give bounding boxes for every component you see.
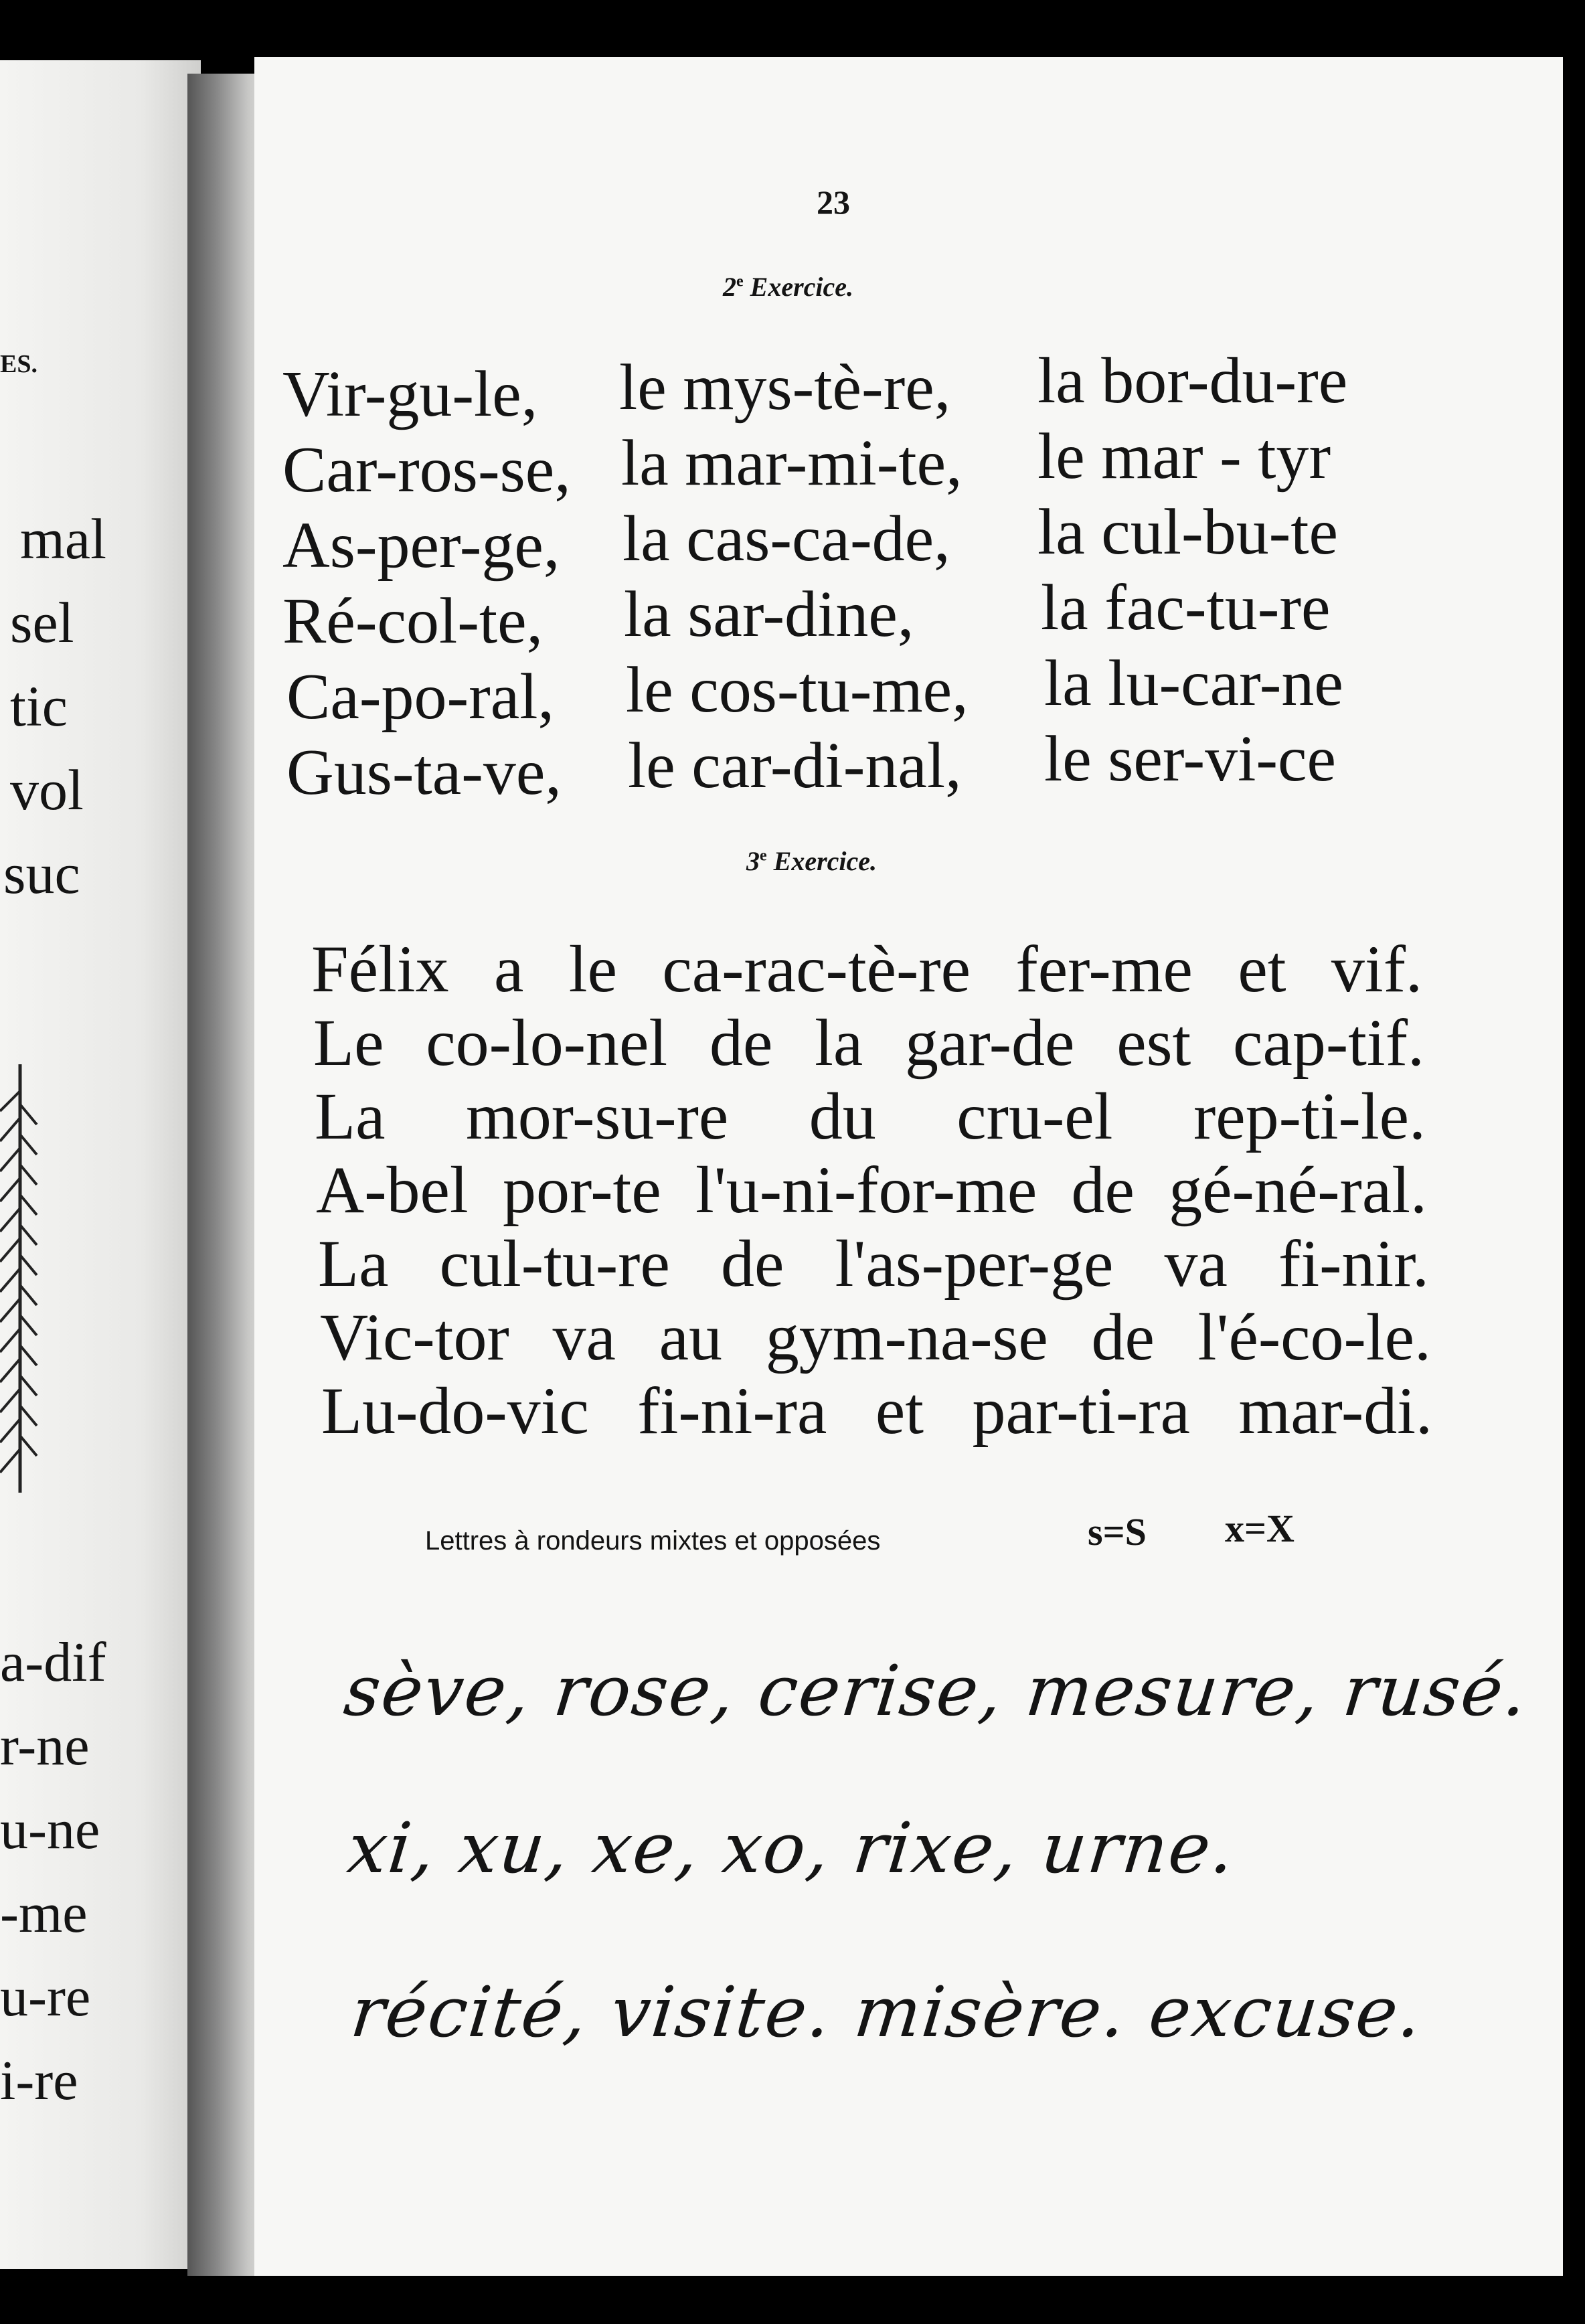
left-page [0, 60, 201, 2269]
right-page [254, 57, 1563, 2276]
exercise2-ordinal-suffix: e [736, 272, 744, 290]
word-cell: la bor-du-re [1037, 345, 1348, 417]
page-number: 23 [817, 183, 850, 221]
left-fragment: r-ne [0, 1715, 90, 1777]
word-cell: Car-ros-se, [282, 434, 571, 506]
fern-illustration [0, 1064, 40, 1493]
exercise2-ordinal: 2 [723, 272, 736, 302]
word-cell: le ser-vi-ce [1044, 723, 1337, 795]
letter-equation: x=X [1225, 1507, 1295, 1550]
exercise3-ordinal-suffix: e [760, 847, 767, 865]
exercise3-title: Exercice. [773, 846, 878, 876]
word-cell: Ré-col-te, [282, 585, 544, 657]
word-cell: Ca-po-ral, [286, 661, 554, 733]
word-cell: As-per-ge, [282, 509, 560, 582]
left-word: mal [20, 507, 106, 571]
left-word: suc [3, 841, 80, 906]
left-word: vol [10, 758, 84, 822]
word-cell: le mys-tè-re, [619, 351, 951, 424]
word-cell: la cul-bu-te [1037, 496, 1338, 568]
script-line: récité, visite. misère. excuse. [347, 1971, 1427, 2053]
sentence-line: Vic-tor va au gym-na-se de l'é-co-le. [320, 1300, 1431, 1374]
word-cell: la cas-ca-de, [622, 503, 950, 575]
sentence-line: Le co-lo-nel de la gar-de est cap-tif. [313, 1005, 1424, 1080]
letters-caption: Lettres à rondeurs mixtes et opposées [425, 1526, 881, 1556]
left-fragment: u-ne [0, 1799, 100, 1861]
word-cell: Gus-ta-ve, [286, 736, 562, 809]
left-fragment: i-re [0, 2050, 78, 2112]
exercise2-heading [723, 271, 853, 303]
word-cell: le cos-tu-me, [626, 654, 969, 726]
script-line: xi, xu, xe, xo, rixe, urne. [343, 1807, 1240, 1889]
left-fragment: u-re [0, 1966, 91, 2028]
left-word: sel [10, 590, 74, 655]
sentence-line: La cul-tu-re de l'as-per-ge va fi-nir. [318, 1226, 1429, 1301]
left-header-fragment: ES. [0, 350, 37, 378]
left-fragment: -me [0, 1882, 88, 1944]
sentence-line: La mor-su-re du cru-el rep-ti-le. [315, 1079, 1426, 1153]
word-cell: Vir-gu-le, [282, 358, 538, 430]
exercise3-heading [746, 845, 877, 877]
letter-equation: s=S [1088, 1510, 1147, 1554]
left-word: tic [10, 674, 68, 738]
exercise3-ordinal: 3 [746, 846, 760, 876]
exercise2-title: Exercice. [750, 272, 854, 302]
word-cell: le car-di-nal, [628, 730, 962, 802]
left-fragment: a-dif [0, 1631, 106, 1693]
word-cell: le mar - tyr [1037, 420, 1331, 493]
word-cell: la fac-tu-re [1041, 572, 1331, 644]
sentence-line: Lu-do-vic fi-ni-ra et par-ti-ra mar-di. [321, 1374, 1432, 1448]
word-cell: la sar-dine, [624, 578, 914, 651]
script-line: sève, rose, cerise, mesure, rusé. [340, 1650, 1532, 1732]
sentence-line: A-bel por-te l'u-ni-for-me de gé-né-ral. [316, 1153, 1427, 1227]
sentence-line: Félix a le ca-rac-tè-re fer-me et vif. [311, 932, 1422, 1006]
word-cell: la lu-car-ne [1044, 647, 1343, 720]
word-cell: la mar-mi-te, [621, 427, 963, 499]
